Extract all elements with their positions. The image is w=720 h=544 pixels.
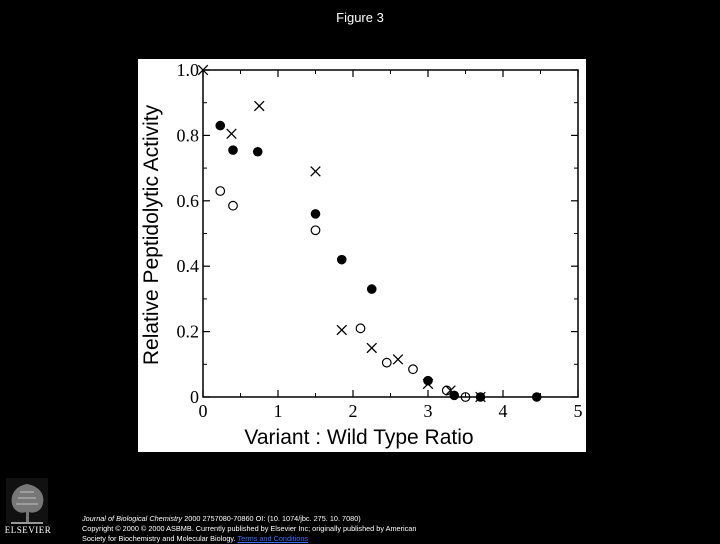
chart-axes (203, 70, 578, 397)
filled-circle-point (228, 145, 238, 155)
terms-link[interactable]: Terms and Conditions (237, 534, 309, 543)
open-circle-point (229, 201, 238, 210)
y-tick-label: 1.0 (176, 60, 199, 80)
citation-line-1 (82, 514, 502, 524)
open-circle-point (356, 324, 365, 333)
x-tick-label: 5 (573, 401, 583, 421)
y-tick-label: 0.2 (176, 321, 199, 342)
citation-ref: 2000 2757080-70860 OI: (10. 1074/jbc. 275. 10. 7080) (182, 514, 361, 523)
cross-point (337, 325, 347, 335)
cross-point (254, 101, 264, 111)
cross-point (311, 167, 321, 177)
plot-frame (203, 70, 578, 397)
filled-circle-point (311, 209, 321, 219)
filled-circle-point (532, 392, 542, 402)
cross-point (393, 355, 403, 365)
journal-name: Journal of Biological Chemistry (82, 514, 183, 523)
y-tick-label: 0.8 (176, 125, 199, 146)
filled-circle-point (367, 284, 377, 294)
y-tick-label: 0.4 (176, 256, 199, 277)
filled-circle-point (337, 255, 347, 265)
elsevier-wordmark: ELSEVIER (4, 525, 52, 535)
citation-society: Society for Biochemistry and Molecular Biology. (82, 534, 236, 543)
x-tick-label: 3 (423, 401, 433, 421)
cross-point (227, 129, 237, 139)
citation-line-2: Copyright © 2000 © 2000 ASBMB. Currently published by Elsevier Inc; originally published by American (82, 524, 417, 533)
x-tick-label: 2 (348, 401, 358, 421)
filled-circle-point (253, 147, 263, 157)
y-tick-label: 0.6 (176, 190, 199, 211)
open-circle-point (216, 187, 225, 196)
x-tick-label: 4 (498, 401, 508, 421)
open-circle-point (311, 226, 320, 235)
x-tick-label: 0 (198, 401, 208, 421)
x-axis-label: Variant : Wild Type Ratio (244, 426, 474, 449)
y-tick-label: 0 (190, 387, 199, 407)
y-axis-label: Relative Peptidolytic Activity (140, 104, 163, 366)
open-circle-point (382, 358, 391, 367)
y-tick-labels (177, 60, 200, 407)
figure-title: Figure 3 (336, 10, 384, 25)
x-tick-label: 1 (273, 401, 283, 421)
citation-line-3 (82, 534, 502, 544)
cross-point (367, 343, 377, 353)
open-circle-point (409, 365, 418, 374)
x-tick-labels (199, 401, 583, 421)
data-points (198, 65, 541, 402)
chart-panel (138, 59, 586, 452)
filled-circle-point (215, 121, 225, 131)
scatter-chart (138, 59, 586, 452)
